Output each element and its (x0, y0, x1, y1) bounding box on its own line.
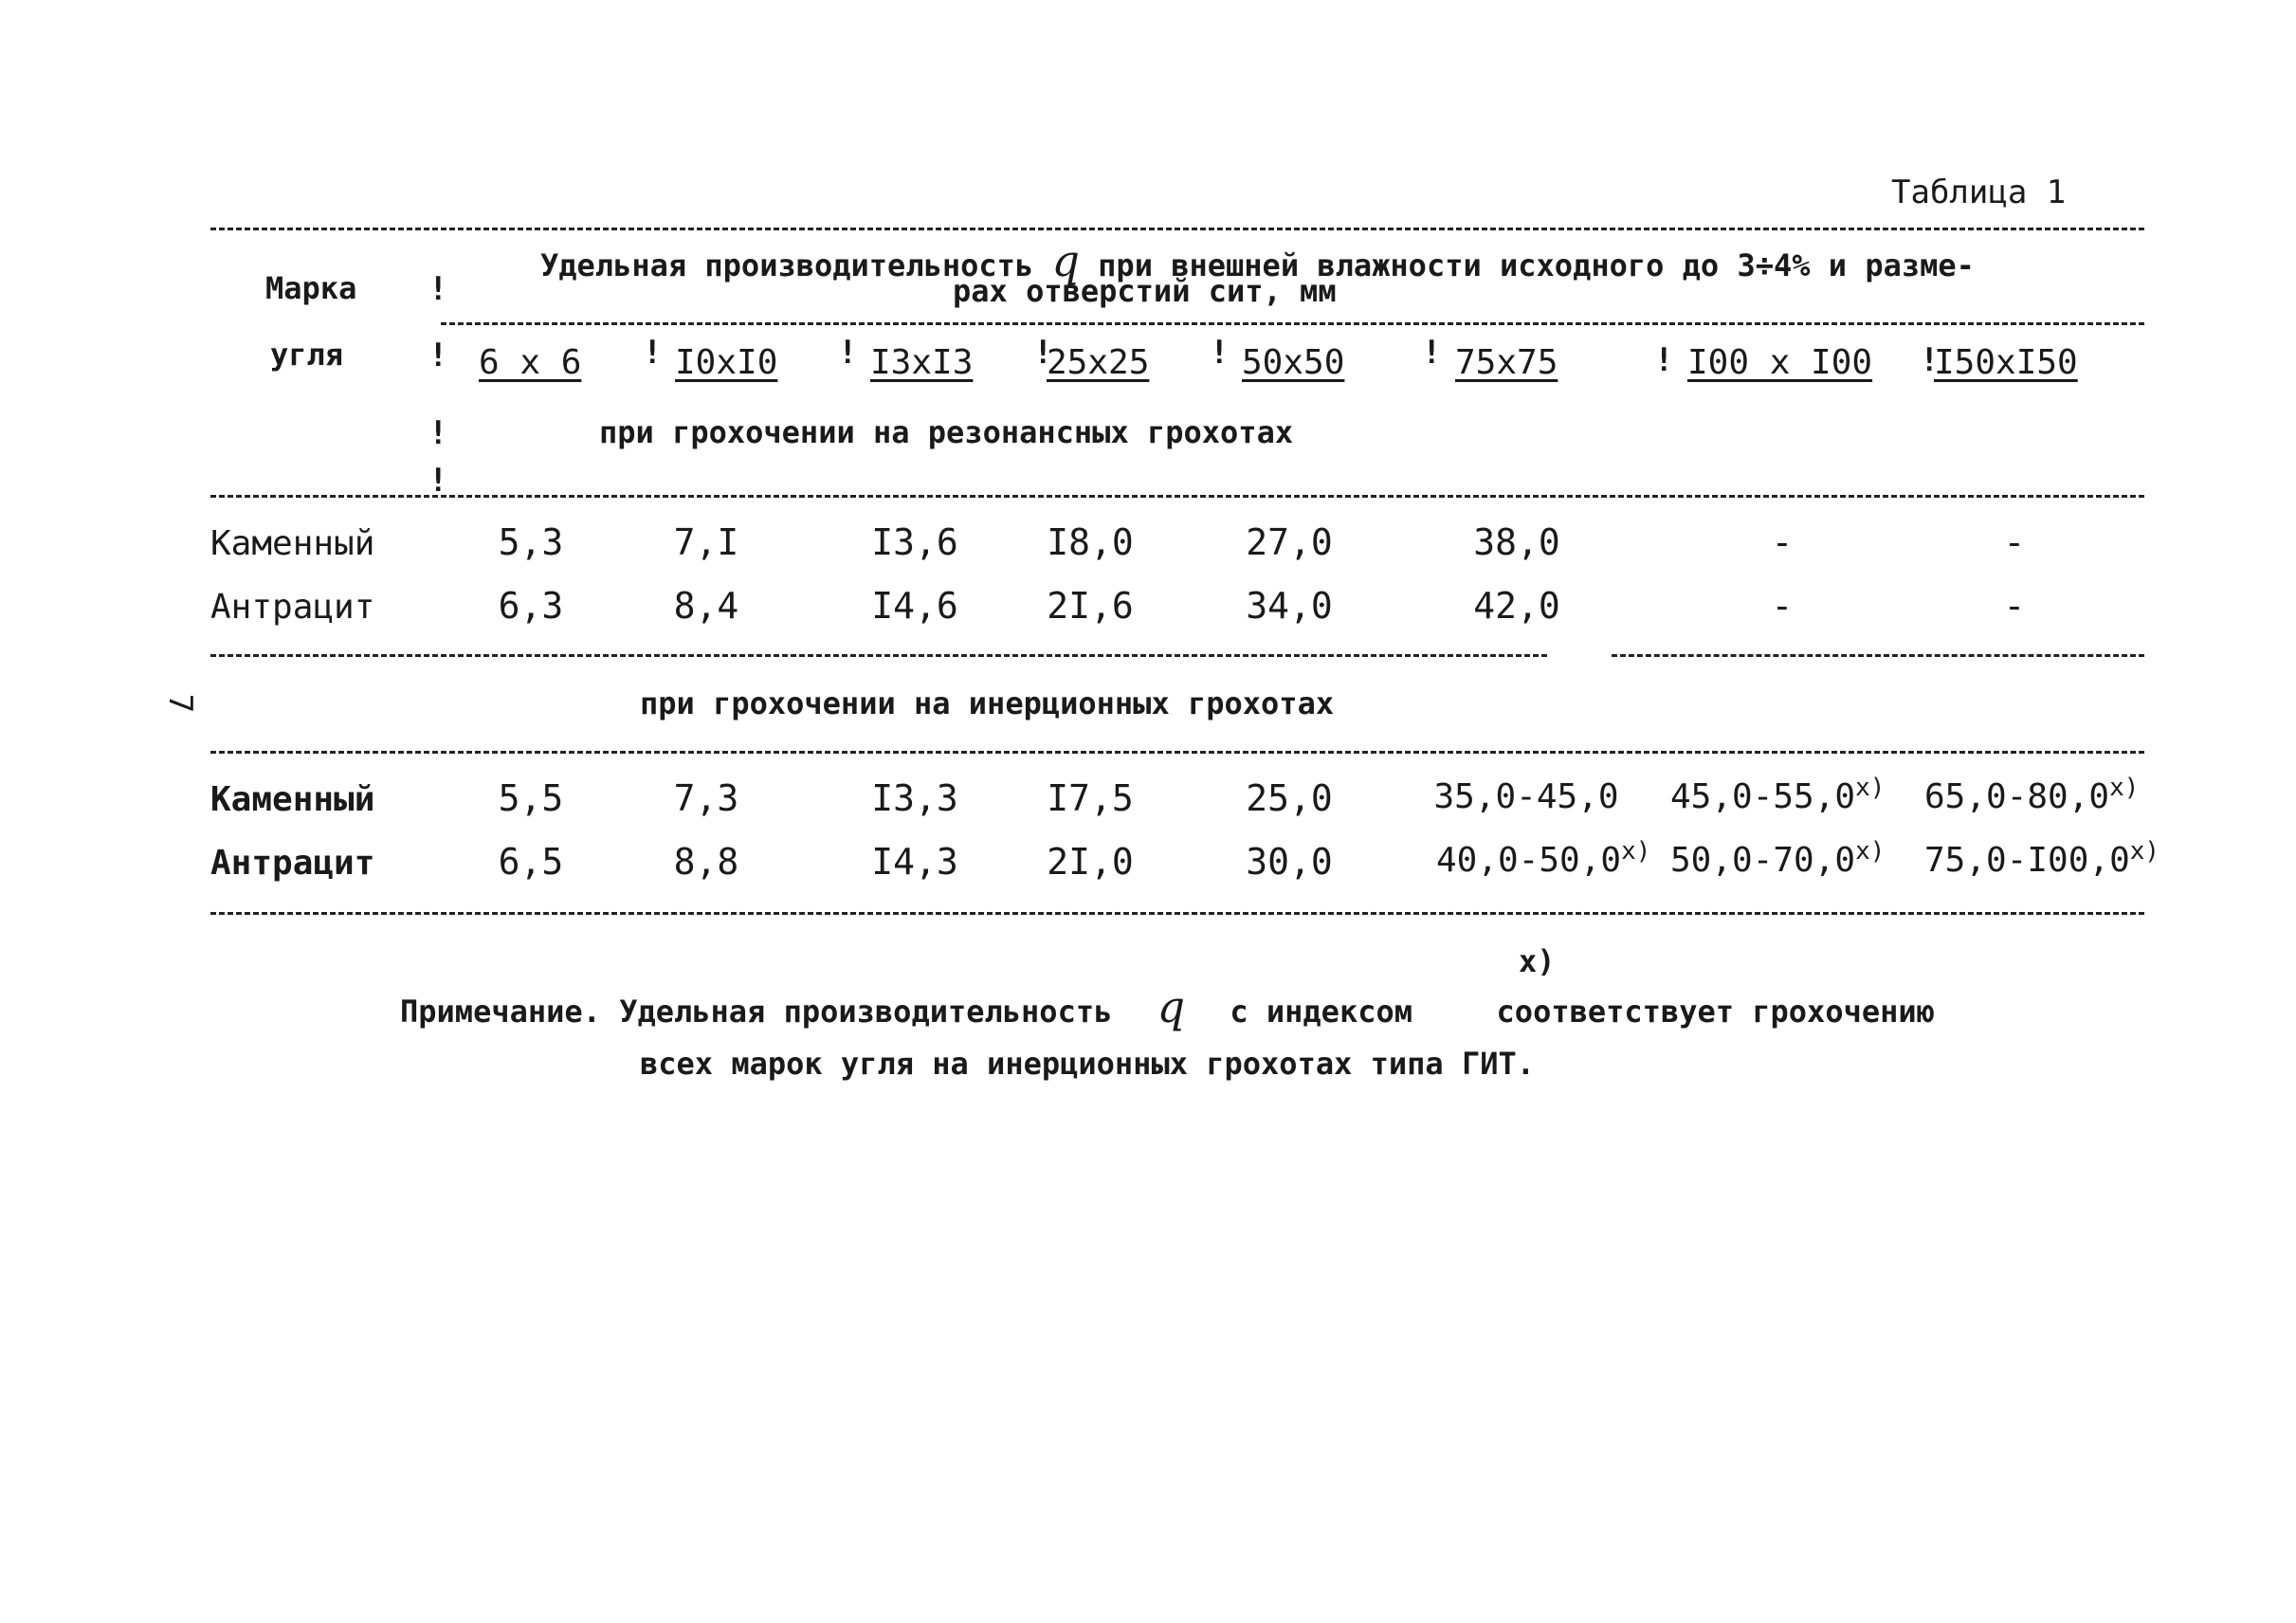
index-mark: x) (1855, 774, 1886, 802)
row-label-kamenny: Каменный (210, 780, 375, 819)
rule-bottom (210, 912, 2144, 915)
cell: - (2003, 521, 2026, 563)
cell: I7,5 (1047, 777, 1134, 819)
note-label: Примечание. (400, 994, 601, 1030)
separator-mark: ! (643, 334, 663, 372)
separator-mark: ! (428, 270, 448, 308)
cell: I3,3 (871, 777, 958, 819)
note-index-mark: x) (1519, 943, 1556, 979)
row-label-antracit: Антрацит (210, 588, 375, 627)
index-mark: x) (1621, 837, 1651, 866)
row-label-antracit: Антрацит (210, 844, 375, 883)
q-symbol: q (1051, 235, 1080, 286)
cell: 30,0 (1246, 841, 1333, 883)
rule-section-b (1612, 654, 2144, 657)
cell-with-index (1924, 774, 2140, 816)
index-mark: x) (1855, 837, 1886, 866)
cell: I4,6 (871, 585, 958, 627)
separator-mark: ! (428, 462, 448, 500)
note-q-symbol: q (1157, 981, 1186, 1032)
note-text3: соответствует грохочению (1496, 994, 1935, 1030)
cell-value: 40,0-50,0 (1436, 841, 1622, 880)
size-25x25: 25x25 (1047, 343, 1150, 382)
col-header-brand-line2: угля (270, 337, 344, 373)
cell: 25,0 (1246, 777, 1333, 819)
cell: 8,8 (673, 841, 739, 883)
cell-value: 75,0-I00,0 (1924, 841, 2130, 880)
separator-mark: ! (1210, 334, 1230, 372)
cell: - (2003, 585, 2026, 627)
cell-with-index (1924, 837, 2160, 880)
note-text2: с индексом (1230, 994, 1412, 1030)
table-title: Таблица 1 (1891, 173, 2067, 211)
cell: 2I,0 (1047, 841, 1134, 883)
cell: 42,0 (1473, 585, 1560, 627)
size-100x100: I00 x I00 (1687, 343, 1873, 382)
cell: I8,0 (1047, 521, 1134, 563)
cell: 7,3 (673, 777, 739, 819)
cell: 38,0 (1473, 521, 1560, 563)
header-caption-line2: рах отверстий сит, мм (953, 273, 1337, 309)
cell-value: 50,0-70,0 (1670, 841, 1856, 880)
cell-with-index (1670, 774, 1886, 816)
cell: 6,3 (498, 585, 564, 627)
size-75x75: 75x75 (1455, 343, 1558, 382)
col-header-brand-line1: Марка (265, 270, 357, 306)
cell: 35,0-45,0 (1433, 777, 1619, 816)
cell: 6,5 (498, 841, 564, 883)
size-150x150: I50xI50 (1934, 343, 2078, 382)
note-text1: Удельная производительность (619, 994, 1113, 1030)
index-mark: x) (2109, 774, 2140, 802)
section-inertial: при грохочении на инерционных грохотах (640, 685, 1335, 721)
rule-top (210, 228, 2144, 230)
separator-mark: ! (428, 414, 448, 452)
cell: 7,I (673, 521, 739, 563)
cell: I3,6 (871, 521, 958, 563)
caption-part2: при внешней влажности исходного до 3÷4% и разме- (1098, 247, 1975, 283)
rule-header-bottom (210, 495, 2144, 498)
separator-mark: ! (1654, 341, 1674, 379)
size-50x50: 50x50 (1242, 343, 1345, 382)
cell: - (1771, 585, 1794, 627)
cell: 5,3 (498, 521, 564, 563)
cell: 8,4 (673, 585, 739, 627)
cell-with-index (1436, 837, 1651, 880)
note-line1 (400, 981, 1935, 1032)
cell: 27,0 (1246, 521, 1333, 563)
separator-mark: ! (1422, 334, 1442, 372)
size-13x13: I3xI3 (870, 343, 974, 382)
separator-mark: ! (1033, 334, 1053, 372)
separator-mark: ! (1920, 341, 1940, 379)
cell-value: 65,0-80,0 (1924, 777, 2110, 816)
cell-value: 45,0-55,0 (1670, 777, 1856, 816)
caption-part1: Удельная производительность (540, 247, 1034, 283)
index-mark: x) (2129, 837, 2160, 866)
margin-page-mark: 7 (161, 693, 200, 714)
cell-with-index (1670, 837, 1886, 880)
cell: 34,0 (1246, 585, 1333, 627)
separator-mark: ! (428, 337, 448, 374)
size-6x6: 6 x 6 (479, 343, 582, 382)
cell: - (1771, 521, 1794, 563)
rule-inertial-top (210, 751, 2144, 754)
cell: I4,3 (871, 841, 958, 883)
size-10x10: I0xI0 (675, 343, 778, 382)
cell: 2I,6 (1047, 585, 1134, 627)
row-label-kamenny: Каменный (210, 524, 375, 563)
cell: 5,5 (498, 777, 564, 819)
rule-section-a (210, 654, 1547, 657)
note-line2: всех марок угля на инерционных грохотах типа ГИТ. (640, 1046, 1536, 1082)
rule-caption (441, 322, 2144, 325)
section-resonant: при грохочении на резонансных грохотах (599, 414, 1294, 450)
separator-mark: ! (838, 334, 858, 372)
